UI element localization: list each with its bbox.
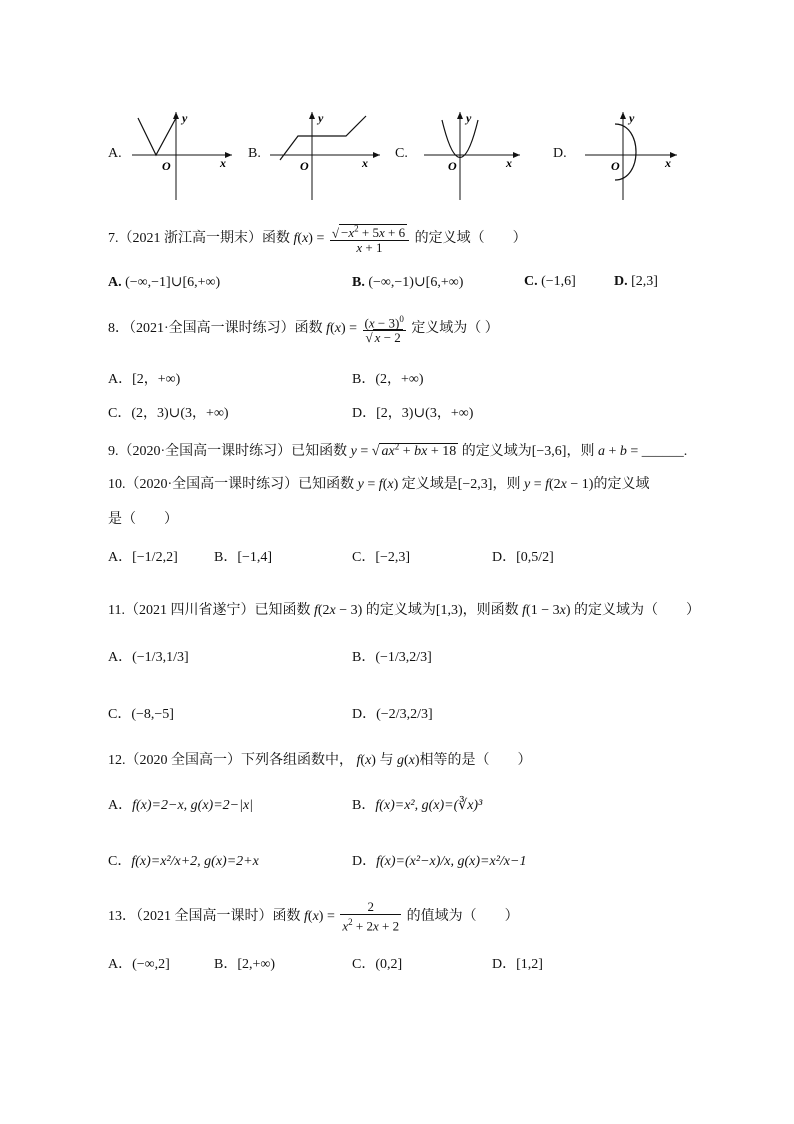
question-7-option-b[interactable]: B. (−∞,−1)∪[6,+∞) (352, 275, 464, 290)
graph-option-d-label: D. (553, 146, 567, 161)
question-11-option-c-text: (−8,−5] (131, 707, 174, 722)
question-8-prefix: 8．（2021·全国高一课时练习）函数 (108, 320, 323, 336)
question-10-option-b-text: [−1,4] (237, 550, 273, 565)
graph-b (270, 110, 380, 200)
question-10-middle2: ，则 (492, 477, 521, 492)
question-11-option-b[interactable]: B．(−1/3,2/3] (352, 650, 432, 665)
question-9: 9.（2020·全国高一课时练习）已知函数 y = √ $ax^2$ + bx + 18 的定义域为[−3,6]，则 a + b = ______. (108, 441, 688, 459)
question-8-suffix: 定义域为（ ） (411, 320, 499, 336)
question-12-option-d[interactable]: D．f(x)=(x²−x)/x, g(x)=x²/x−1 (352, 854, 527, 869)
question-13-option-a[interactable]: A．(−∞,2] (108, 957, 170, 972)
question-13-option-b[interactable]: B．[2,+∞) (214, 957, 276, 972)
question-10-prefix: 10.（2020·全国高一课时练习）已知函数 (108, 477, 355, 492)
graph-d-origin: O (611, 159, 620, 173)
question-10-option-c[interactable]: C．[−2,3] (352, 550, 411, 565)
question-12-suffix: 相等的是（ ） (419, 753, 532, 768)
question-11-middle: 的定义域为[1,3)，则函数 (365, 603, 519, 618)
graph-option-a-label: A. (108, 146, 122, 161)
graph-c (420, 110, 520, 200)
question-9-blank[interactable]: ______. (641, 444, 688, 459)
question-11-option-a-text: (−1/3,1/3] (132, 650, 189, 665)
question-10-line2: 是（ ） (108, 512, 178, 527)
question-10-option-c-text: [−2,3] (375, 550, 411, 565)
graph-c-origin: O (448, 159, 457, 173)
question-12-middle: 与 (379, 753, 394, 768)
graph-d-y-label: y (629, 111, 635, 125)
question-12-option-a[interactable]: A．f(x)=2−x, g(x)=2−|x| (108, 798, 254, 813)
question-13: 13．（2021 全国高一课时）函数 f(x) = $\frac{2}{x^2 + 2x + 2}$ 的值域为（ ） (108, 899, 519, 934)
graph-b-x-label: x (362, 156, 368, 170)
question-8-option-a-text: [2，+∞) (132, 372, 181, 387)
question-7: 7.（2021 浙江高一期末）函数 f(x) = $\frac{√ -x^2 + 5x + 6}{x + 1}$ 的定义域（ ） (108, 224, 527, 256)
question-7-option-a-text: (−∞,−1]∪[6,+∞) (125, 275, 221, 290)
question-10-option-d[interactable]: D．[0,5/2] (492, 550, 554, 565)
question-13-option-a-text: (−∞,2] (132, 957, 170, 972)
graph-option-b-label: B. (248, 146, 261, 161)
question-13-option-c-text: (0,2] (375, 957, 403, 972)
question-10-option-a-text: [−1/2,2] (132, 550, 178, 565)
graph-b-y-label: y (318, 111, 324, 125)
question-8-option-c[interactable]: C．(2，3)∪(3，+∞) (108, 406, 229, 421)
graph-b-origin: O (300, 159, 309, 173)
graph-d (585, 110, 680, 200)
question-11-suffix: 的定义域为（ ） (574, 603, 700, 618)
question-8-option-b-text: (2，+∞) (375, 372, 424, 387)
graph-a-x-label: x (220, 156, 226, 170)
graph-a-origin: O (162, 159, 171, 173)
question-11-prefix: 11.（2021 四川省遂宁）已知函数 (108, 603, 311, 618)
question-12-option-a-text: f(x)=2−x, g(x)=2−|x| (132, 798, 254, 813)
question-7-option-c-text: (−1,6] (541, 274, 576, 289)
question-11-option-c[interactable]: C．(−8,−5] (108, 707, 174, 722)
graph-c-y-label: y (466, 111, 472, 125)
question-7-option-a[interactable]: A. (−∞,−1]∪[6,+∞) (108, 275, 221, 290)
question-12-option-b[interactable]: B．f(x)=x², g(x)=(∛x)³ (352, 798, 483, 813)
question-7-option-c[interactable]: C. (−1,6] (524, 274, 576, 289)
question-12-option-d-text: f(x)=(x²−x)/x, g(x)=x²/x−1 (376, 854, 527, 869)
question-13-option-d[interactable]: D．[1,2] (492, 957, 543, 972)
question-11-option-d[interactable]: D．(−2/3,2/3] (352, 707, 433, 722)
question-13-option-d-text: [1,2] (516, 957, 543, 972)
question-9-middle: 的定义域为[−3,6]，则 (461, 444, 595, 459)
question-8-option-d[interactable]: D．[2，3)∪(3，+∞) (352, 406, 474, 421)
question-13-option-c[interactable]: C．(0,2] (352, 957, 403, 972)
question-11-option-b-text: (−1/3,2/3] (375, 650, 432, 665)
question-10-suffix: 的定义域 (593, 477, 650, 492)
question-10: 10.（2020·全国高一课时练习）已知函数 y = f(x) 定义域是[−2,3]，则 y = f(2x − 1)的定义域 (108, 477, 650, 492)
graph-d-x-label: x (665, 156, 671, 170)
graph-a-y-label: y (182, 111, 188, 125)
question-10-option-a[interactable]: A．[−1/2,2] (108, 550, 178, 565)
question-12: 12.（2020 全国高一）下列各组函数中， f(x) 与 g(x)相等的是（ ） (108, 753, 532, 768)
question-7-option-d-text: [2,3] (631, 274, 658, 289)
question-7-suffix: 的定义域（ ） (414, 230, 527, 246)
question-12-option-b-text: f(x)=x², g(x)=(∛x)³ (375, 798, 483, 813)
question-7-prefix: 7.（2021 浙江高一期末）函数 (108, 230, 290, 246)
graph-c-x-label: x (506, 156, 512, 170)
question-12-option-c[interactable]: C．f(x)=x²/x+2, g(x)=2+x (108, 854, 259, 869)
question-11-option-d-text: (−2/3,2/3] (376, 707, 433, 722)
question-12-prefix: 12.（2020 全国高一）下列各组函数中， (108, 753, 353, 768)
question-8-option-b[interactable]: B．(2，+∞) (352, 372, 424, 387)
question-10-middle: 定义域是 (401, 477, 458, 492)
question-8-option-a[interactable]: A．[2，+∞) (108, 372, 181, 387)
question-11-option-a[interactable]: A．(−1/3,1/3] (108, 650, 189, 665)
question-10-option-b[interactable]: B．[−1,4] (214, 550, 273, 565)
question-7-option-d[interactable]: D. [2,3] (614, 274, 658, 289)
question-13-option-b-text: [2,+∞) (237, 957, 276, 972)
graph-a (132, 110, 232, 200)
question-8-option-d-text: [2，3)∪(3，+∞) (376, 406, 474, 421)
question-10-option-d-text: [0,5/2] (516, 550, 554, 565)
question-9-prefix: 9.（2020·全国高一课时练习）已知函数 (108, 444, 348, 459)
question-11: 11.（2021 四川省遂宁）已知函数 f(2x − 3) 的定义域为[1,3)，则函数 f(1 − 3x) 的定义域为（ ） (108, 603, 700, 618)
question-8-option-c-text: (2，3)∪(3，+∞) (131, 406, 229, 421)
question-12-option-c-text: f(x)=x²/x+2, g(x)=2+x (131, 854, 259, 869)
question-13-prefix: 13．（2021 全国高一课时）函数 (108, 908, 301, 924)
question-13-suffix: 的值域为（ ） (406, 908, 519, 924)
graph-option-c-label: C. (395, 146, 408, 161)
question-7-option-b-text: (−∞,−1)∪[6,+∞) (368, 275, 464, 290)
question-8: 8．（2021·全国高一课时练习）函数 f(x) = $\frac{(x - 3)^0}{√ x - 2}$ 定义域为（ ） (108, 314, 499, 346)
